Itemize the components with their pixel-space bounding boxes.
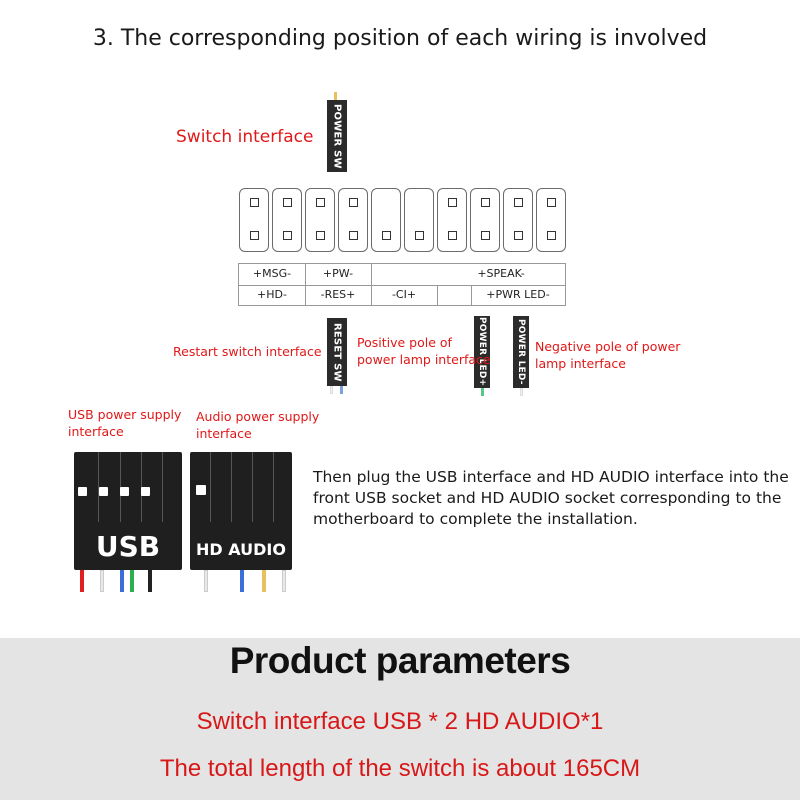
negative-pole-label: Negative pole of power lamp interface [535,339,681,371]
power-sw-plug: POWER SW [327,100,347,172]
section-heading: 3. The corresponding position of each wiring is involved [92,26,708,51]
pin-column-6 [404,188,434,252]
pin [547,231,556,240]
spec-interfaces: Switch interface USB * 2 HD AUDIO*1 [196,708,604,735]
pin-column-9 [503,188,533,252]
pin [283,198,292,207]
audio-wire-white [204,570,208,592]
usb-pin [99,487,108,496]
legend-ci: -CI+ [391,288,417,301]
hd-audio-connector [190,452,292,570]
switch-interface-label: Switch interface [176,127,314,147]
legend-speak: +SPEAK- [477,267,525,280]
pin-column-4 [338,188,368,252]
installation-description: Then plug the USB interface and HD AUDIO interface into the front USB socket and HD AUDIO socket corresponding to the motherboard to complete the installation. [313,468,789,528]
usb-pin-row [74,452,182,522]
power-sw-wire [334,92,337,100]
audio-wire-yellow [262,570,266,592]
power-led-positive-wire [481,388,484,396]
legend-pw: +PW- [322,267,354,280]
reset-sw-wire [330,386,333,394]
pin [316,231,325,240]
usb-pin [78,487,87,496]
pin-column-3 [305,188,335,252]
pin [514,198,523,207]
usb-wire-green [130,570,134,592]
positive-pole-label: Positive pole of power lamp interface [357,335,491,367]
pin [514,231,523,240]
pin [448,231,457,240]
usb-wire-black [148,570,152,592]
pin [382,231,391,240]
pin [415,231,424,240]
legend-msg: +MSG- [252,267,292,280]
usb-wire-red [80,570,84,592]
pin-column-1 [239,188,269,252]
power-led-negative-wire [520,388,523,396]
legend-pwr-led: +PWR LED- [486,288,550,301]
pin-column-2 [272,188,302,252]
audio-wire-white [282,570,286,592]
hd-audio-pin [196,485,206,495]
pin-column-8 [470,188,500,252]
reset-sw-plug: RESET SW [327,318,347,386]
usb-pin [120,487,129,496]
power-led-negative-plug: POWER LED- [513,316,529,388]
legend-res: -RES+ [320,288,356,301]
pin [250,231,259,240]
reset-sw-wire [340,386,343,394]
usb-pin [141,487,150,496]
pin-column-7 [437,188,467,252]
pin [448,198,457,207]
usb-connector [74,452,182,570]
pin [349,231,358,240]
pin [481,198,490,207]
hd-audio-pin-row [190,452,292,522]
pin-legend-table [238,263,566,306]
spec-length: The total length of the switch is about 165CM [159,755,641,782]
audio-power-supply-label: Audio power supply interface [196,409,320,441]
usb-connector-label: USB [95,530,161,563]
pin [349,198,358,207]
power-led-positive-plug: POWER LED+ [474,316,490,388]
legend-hd: +HD- [257,288,287,301]
pin [481,231,490,240]
pin [283,231,292,240]
pin [547,198,556,207]
hd-audio-connector-label: HD AUDIO [196,540,286,559]
usb-wire-white [100,570,104,592]
audio-wire-blue [240,570,244,592]
usb-wire-blue [120,570,124,592]
usb-power-supply-label: USB power supply interface [68,407,182,439]
pin [316,198,325,207]
pin-column-10 [536,188,566,252]
product-parameters-title: Product parameters [229,640,571,681]
legend-divider [437,285,438,305]
pin-column-5 [371,188,401,252]
restart-switch-label: Restart switch interface [173,344,322,359]
pin [250,198,259,207]
